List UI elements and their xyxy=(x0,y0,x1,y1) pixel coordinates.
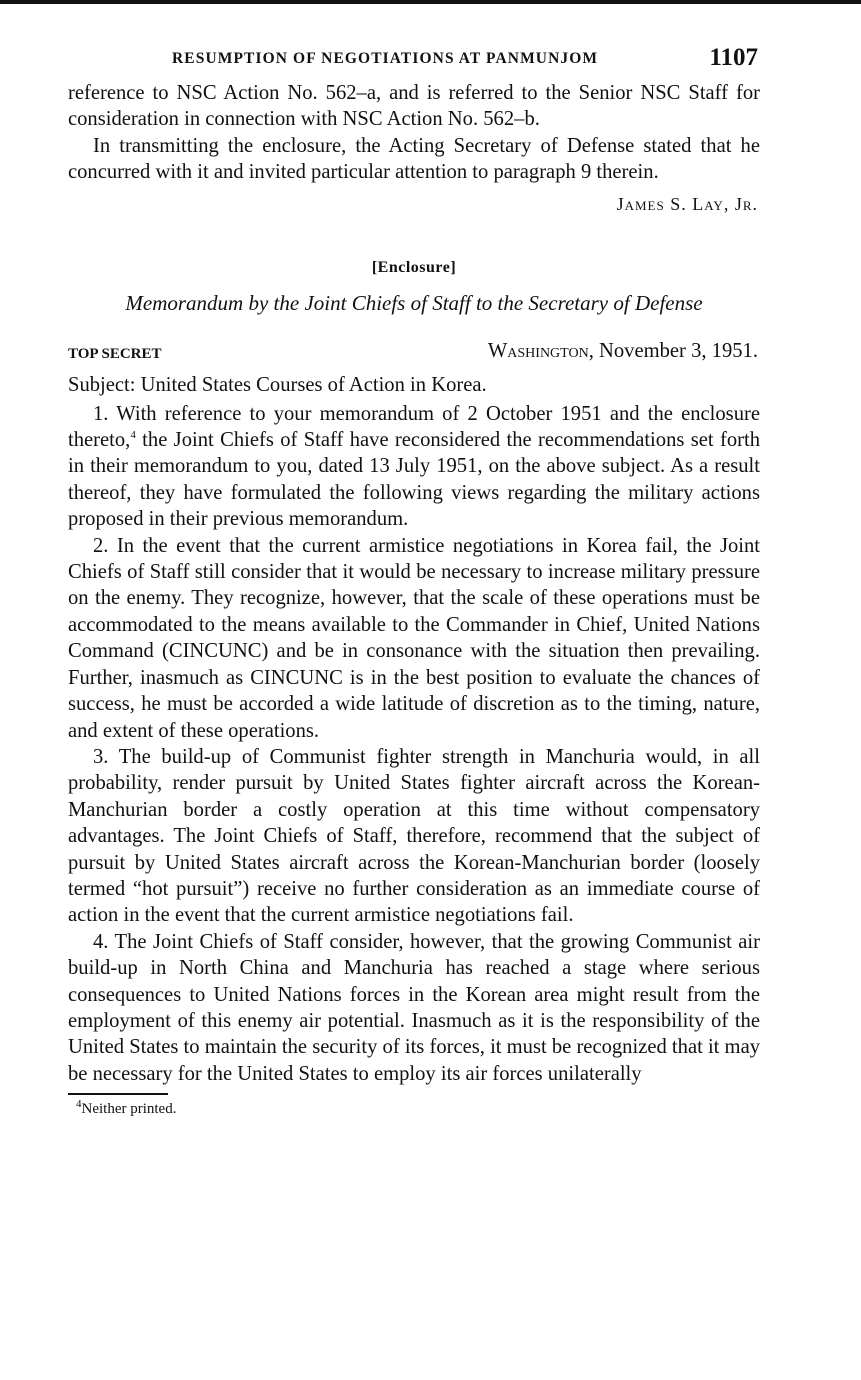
footnote xyxy=(68,1098,760,1118)
footnote-text: Neither printed. xyxy=(81,1101,177,1118)
signature: James S. Lay, Jr. xyxy=(616,193,758,214)
opening-paragraph-transmittal: In transmitting the enclosure, the Acting Secretary of Defense stated that he concurred with it and invited particular attention to paragraph 9 therein. xyxy=(68,134,760,184)
opening-paragraph-continued: reference to NSC Action No. 562–a, and is referred to the Senior NSC Staff for consideration in connection with NSC Action No. 562–b. xyxy=(68,82,760,131)
memo-paragraph-1 xyxy=(68,401,760,533)
footnote-divider xyxy=(68,1093,168,1095)
memo-paragraph-4: 4. The Joint Chiefs of Staff consider, however, that the growing Communist air build-up in North China and Manchuria has reached a stage where serious consequences to United Nations forces in the Korean area might result from the employment of this enemy air potential. Inasmuch as it is the responsibility of the United States to maintain the security of its forces, it must be recognized that it may be necessary for the United States to employ its air forces unilaterally xyxy=(68,930,761,1085)
footnote-reference: 4 xyxy=(130,429,136,442)
subject-line: Subject: United States Courses of Action in Korea. xyxy=(68,373,487,396)
footnote-marker: 4 xyxy=(76,1098,82,1111)
memorandum-title: Memorandum by the Joint Chiefs of Staff to the Secretary of Defense xyxy=(125,290,703,315)
top-border-rule xyxy=(0,0,861,4)
paragraph-1-rest: the Joint Chiefs of Staff have reconsidered the recommendations set forth in their memorandum to you, dated 13 July 1951, on the above subject. As a result thereof, they have formulated the following views regarding the military actions proposed in their previous memorandum. xyxy=(68,429,760,531)
page-number: 1107 xyxy=(709,44,758,71)
dateline xyxy=(488,340,758,363)
document-page xyxy=(68,44,760,1118)
classification-marking: TOP SECRET xyxy=(68,345,162,362)
running-head xyxy=(68,44,760,80)
running-head-title: RESUMPTION OF NEGOTIATIONS AT PANMUNJOM xyxy=(172,50,599,67)
enclosure-label: [Enclosure] xyxy=(371,258,457,276)
paragraph-1-start: 1. With reference to your memorandum of 2 October 1951 and the enclosure thereto, xyxy=(68,402,760,452)
memo-header-line xyxy=(68,340,760,370)
dateline-place: Washington xyxy=(487,339,589,362)
memo-paragraph-3: 3. The build-up of Communist fighter strength in Manchuria would, in all probability, render pursuit by United States fighter aircraft across the Korean-Manchurian border a costly operation at this time without compensatory advantages. The Joint Chiefs of Staff, therefore, recommend that the subject of pursuit by United States aircraft across the Korean-Manchurian border (loosely termed “hot pursuit”) receive no further consideration as an immediate course of action in the event that the current armistice negotiations fail. xyxy=(68,745,760,927)
memo-paragraph-2: 2. In the event that the current armistice negotiations in Korea fail, the Joint Chiefs of Staff still consider that it would be necessary to increase military pressure on the enemy. They recognize, however, that the scale of these operations must be accommodated to the means available to the Commander in Chief, United Nations Command (CINCUNC) and be in consonance with the situation then prevailing. Further, inasmuch as CINCUNC is in the best position to evaluate the chances of success, he must be accorded a wide latitude of discretion as to the timing, nature, and extent of these operations. xyxy=(68,534,760,742)
dateline-date: , November 3, 1951. xyxy=(588,339,758,362)
